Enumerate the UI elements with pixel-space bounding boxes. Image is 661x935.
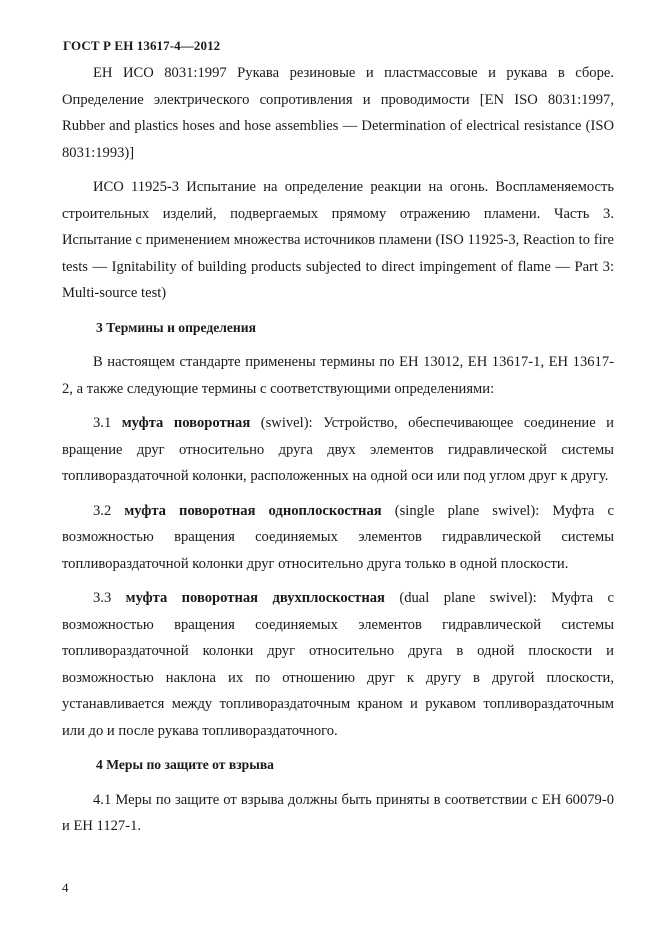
term-3-3-definition: (dual plane swivel): Муфта с возможностью вращения соединяемых элементов гидравлической системы топливораздаточной колонки друг относительно друга в одной плоскости и возможностью наклона их по отношению друг к другу в другой плоскости, устанавливается между топливораздаточным краном и рукавом топливораздаточным или до и после рукава топливораздаточного. <box>62 590 614 739</box>
page-number: 4 <box>62 880 69 895</box>
term-3-1 <box>62 410 614 490</box>
term-3-2-name: муфта поворотная одноплоскостная <box>124 502 382 519</box>
term-3-3-number: 3.3 <box>93 590 112 606</box>
term-3-2-number: 3.2 <box>93 502 112 519</box>
clause-4-1: 4.1 Меры по защите от взрыва должны быть приняты в соответствии с ЕН 60079-0 и ЕН 1127-1. <box>62 791 614 834</box>
section-3-intro: В настоящем стандарте применены термины по ЕН 13012, ЕН 13617-1, ЕН 13617-2, а также следующие термины с соответствующими определениями: <box>62 354 614 397</box>
section-3-heading: 3 Термины и определения <box>96 319 256 335</box>
term-3-2-definition: (single plane swivel): Муфта с возможностью вращения соединяемых элементов гидравлической системы топливораздаточной колонки друг относительно друга только в одной плоскости. <box>62 502 614 572</box>
document-header: ГОСТ Р ЕН 13617-4—2012 <box>63 38 221 53</box>
term-3-3-name: муфта поворотная двухплоскостная <box>125 590 385 606</box>
reference-iso-11925-3: ИСО 11925-3 Испытание на определение реакции на огонь. Воспламеняемость строительных изделий, подвергаемых прямому отражению пламени. Часть 3. Испытание с применением множества источников пламени (ISO 11925-3, Reaction to fire tests — Ignitability of building products subjected to direct impingement of flame — Part 3: Multi-source test) <box>62 179 614 301</box>
term-3-2 <box>62 498 614 578</box>
document-body <box>62 60 614 848</box>
reference-iso-8031: ЕН ИСО 8031:1997 Рукава резиновые и пластмассовые и рукава в сборе. Определение электрического сопротивления и проводимости [EN ISO 8031:1997, Rubber and plastics hoses and hose assemblies — Determination of electrical resistance (ISO 8031:1993)] <box>62 65 614 161</box>
term-3-3 <box>62 585 614 744</box>
term-3-1-number: 3.1 <box>93 415 112 431</box>
section-4-heading: 4 Меры по защите от взрыва <box>96 757 274 772</box>
term-3-1-name: муфта поворотная <box>121 415 251 431</box>
term-3-1-definition: (swivel): Устройство, обеспечивающее соединение и вращение друг относительно друга двух элементов гидравлической системы топливораздаточной колонки, расположенных на одной оси или под углом друг к другу. <box>62 415 614 484</box>
